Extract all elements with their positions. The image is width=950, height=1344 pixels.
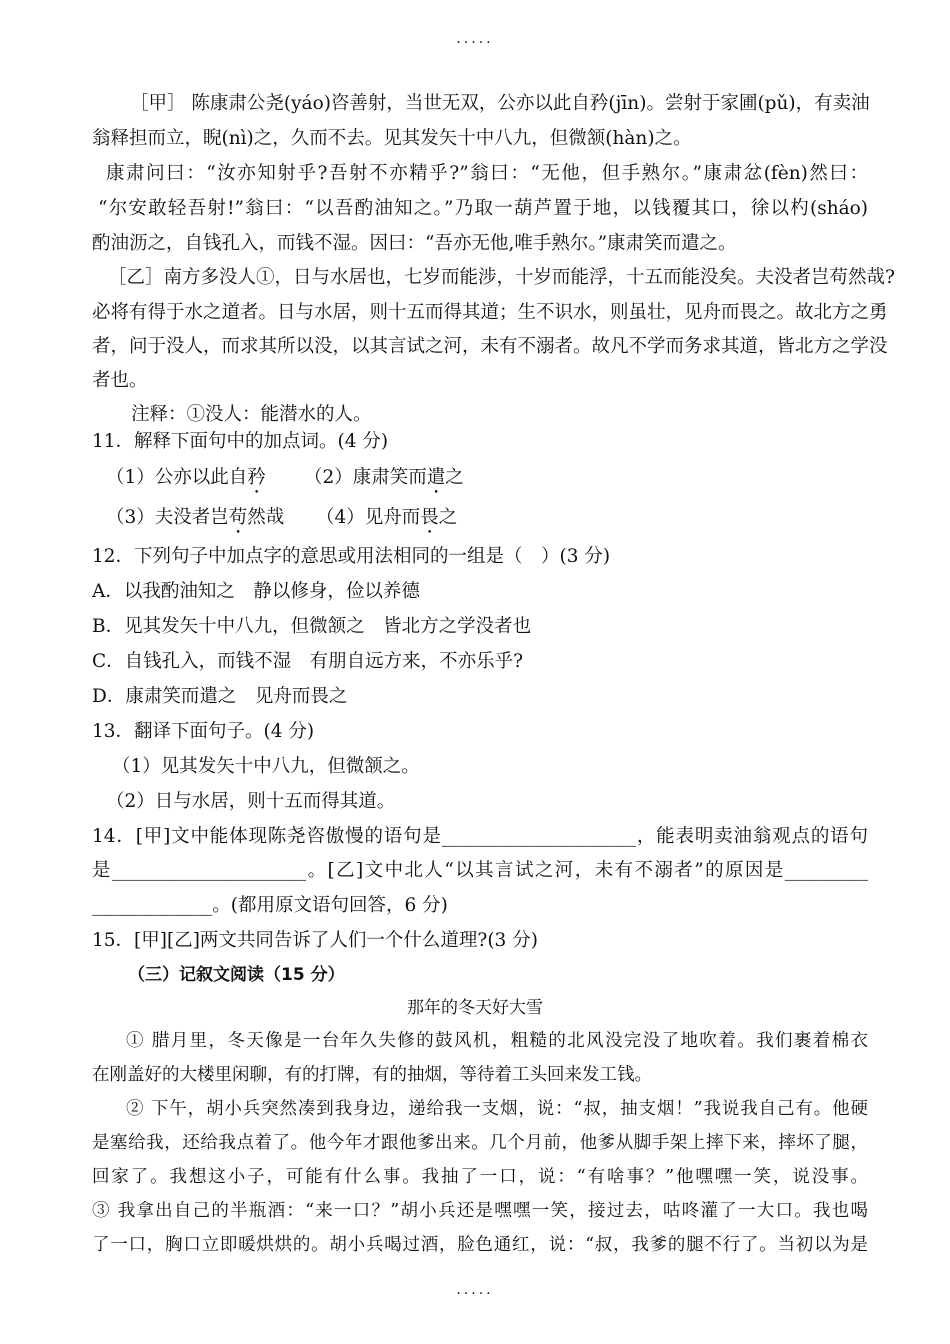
q13-stem: 13．翻译下面句子。(4 分)	[92, 721, 315, 742]
passage-jia-line-1: ［甲］ 陈康肃公尧(yáo)咨善射，当世无双，公亦以此自矜(jīn)。尝射于家圃(pǔ)，有卖油	[130, 93, 870, 114]
q11-item-4-dotted-char: 畏	[420, 507, 439, 528]
passage-yi-line-3: 者，问于没人，而求其所以没，以其言试之河，未有不溺者。故凡不学而务求其道，皆北方之学没	[92, 336, 888, 357]
article-line-6: ③ 我拿出自己的半瓶酒：“来一口？”胡小兵还是嘿嘿一笑，接过去，咕咚灌了一大口。我也喝	[92, 1201, 868, 1221]
passage-yi-line-4: 者也。	[92, 370, 148, 391]
q11-item-2: （2）康肃笑而遣之	[304, 467, 464, 488]
passage-jia-line-2: 翁释担而立，睨(nì)之，久而不去。见其发矢十中八九，但微颔(hàn)之。	[92, 128, 692, 149]
q11-item-3-dotted-char: 苟	[228, 507, 248, 528]
q14-line-2: 是_____________________。[乙]文中北人“以其言试之河，未有不溺者”的原因是_________	[92, 860, 868, 881]
article-line-1: ① 腊月里，冬天像是一台年久失修的鼓风机，粗糙的北风没完没了地吹着。我们裹着棉衣	[126, 1031, 868, 1051]
q11-item-3: （3）夫没者岂苟然哉	[106, 507, 285, 528]
q11-item-1: （1）公亦以此自矜	[106, 467, 266, 488]
q12-option-a: A．以我酌油知之 静以修身，俭以养德	[92, 581, 420, 602]
q13-item-1: （1）见其发矢十中八九，但微颔之。	[112, 756, 420, 777]
article-line-5: 回家了。我想这小子，可能有什么事。我抽了一口，说：“有啥事？”他嘿嘿一笑，说没事。	[92, 1167, 868, 1187]
q12-option-c: C．自钱孔入，而钱不湿 有朋自远方来，不亦乐乎?	[92, 651, 524, 672]
passage-yi-line-1: ［乙］南方多没人①，日与水居也，七岁而能涉，十岁而能浮，十五而能没矣。夫没者岂苟然哉?	[108, 267, 895, 288]
article-line-2: 在刚盖好的大楼里闲聊，有的打牌，有的抽烟，等待着工头回来发工钱。	[92, 1065, 652, 1085]
q13-item-2: （2）日与水居，则十五而得其道。	[106, 791, 396, 812]
section-3-heading: （三）记叙文阅读（15 分）	[128, 965, 345, 985]
passage-yi-line-2: 必将有得于水之道者。日与水居，则十五而得其道；生不识水，则虽壮，见舟而畏之。故北方之勇	[92, 302, 888, 323]
q12-option-b: B．见其发矢十中八九，但微颔之 皆北方之学没者也	[92, 616, 532, 637]
q14-line-1: 14．[甲]文中能体现陈尧咨傲慢的语句是_____________________，能表明卖油翁观点的语句	[92, 826, 868, 847]
article-line-4: 是塞给我，还给我点着了。他今年才跟他爹出来。几个月前，他爹从脚手架上摔下来，摔坏了腿，	[92, 1133, 868, 1153]
q11-stem: 11．解释下面句中的加点词。(4 分)	[92, 431, 389, 452]
passage-jia-line-4: “尔安敢轻吾射!”翁曰：“以吾酌油知之。”乃取一葫芦置于地，以钱覆其口，徐以杓(sháo)	[98, 198, 868, 219]
q11-item-4: （4）见舟而畏之	[316, 507, 458, 528]
q11-item-2-dotted-char: 遣	[426, 467, 446, 488]
q11-item-1-dotted-char: 矜	[247, 467, 266, 488]
passage-jia-line-3: 康肃问曰：“汝亦知射乎?吾射不亦精乎?”翁曰：“无他，但手熟尔。”康肃忿(fèn)然曰：	[106, 163, 868, 184]
passage-jia-line-5: 酌油沥之，自钱孔入，而钱不湿。因曰：“吾亦无他,唯手熟尔。”康肃笑而遣之。	[92, 233, 737, 254]
header-dots: .....	[456, 31, 494, 47]
article-line-3: ② 下午，胡小兵突然凑到我身边，递给我一支烟，说：“叔，抽支烟！”我说我自己有。他硬	[126, 1099, 868, 1119]
article-line-7: 了一口，胸口立即暖烘烘的。胡小兵喝过酒，脸色通红，说：“叔，我爹的腿不行了。当初以为是	[92, 1235, 868, 1255]
q15-stem: 15．[甲][乙]两文共同告诉了人们一个什么道理?(3 分)	[92, 930, 538, 951]
passage-yi-note: 注释：①没人：能潜水的人。	[131, 404, 372, 425]
q14-line-3: _____________。(都用原文语句回答，6 分)	[92, 895, 448, 916]
q12-option-d: D．康肃笑而遣之 见舟而畏之	[92, 686, 348, 707]
q12-stem: 12．下列句子中加点字的意思或用法相同的一组是（ ）(3 分)	[92, 546, 611, 567]
article-title: 那年的冬天好大雪	[407, 998, 543, 1018]
footer-dots: .....	[456, 1282, 494, 1298]
